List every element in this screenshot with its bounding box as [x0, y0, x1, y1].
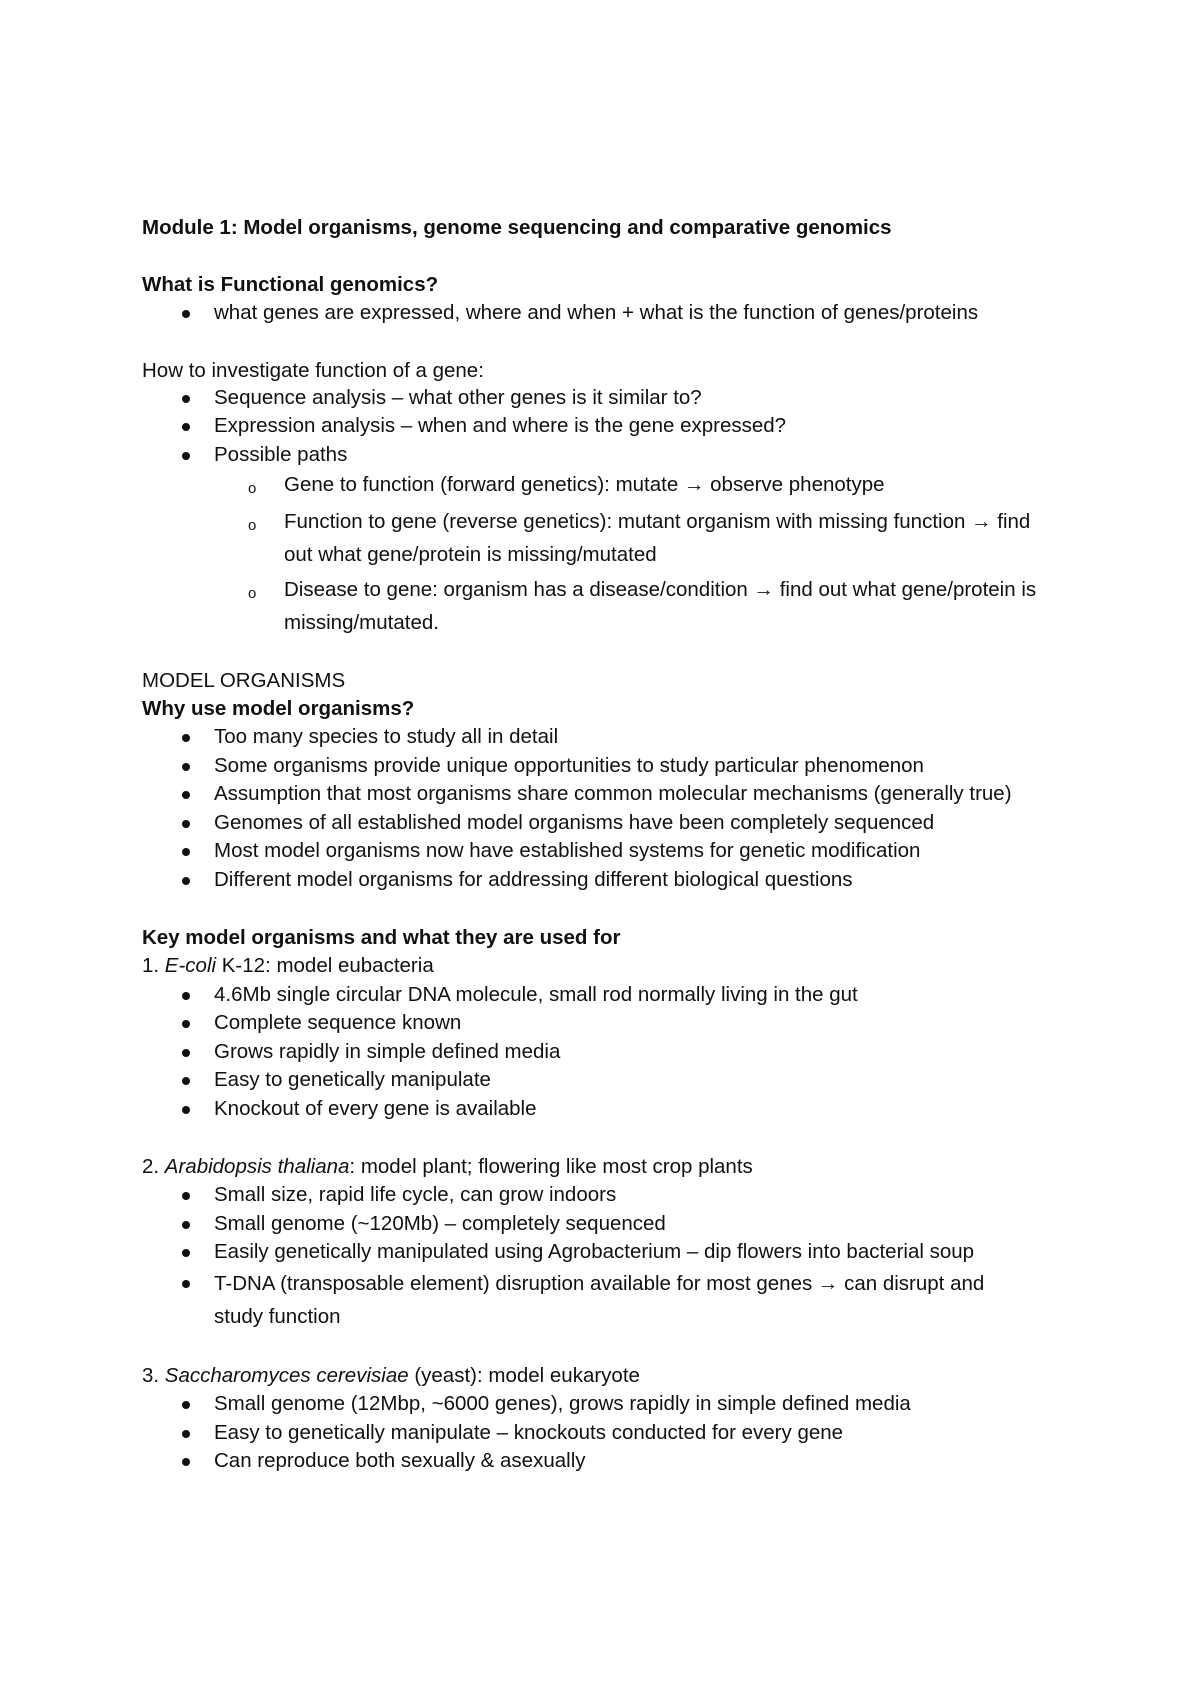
- organism-heading: 2. Arabidopsis thaliana: model plant; flowering like most crop plants: [142, 1155, 753, 1178]
- bullet-icon: [182, 1430, 190, 1438]
- bullet-icon: [182, 1192, 190, 1200]
- bullet-icon: [182, 1458, 190, 1466]
- bullet-icon: [182, 1049, 190, 1057]
- key-heading: Key model organisms and what they are used for: [142, 926, 621, 949]
- bullet-icon: [182, 1106, 190, 1114]
- why-heading: Why use model organisms?: [142, 697, 415, 720]
- bullet-icon: [182, 820, 190, 828]
- model-heading: MODEL ORGANISMS: [142, 669, 346, 692]
- bullet-icon: [182, 1077, 190, 1085]
- circle-bullet-icon: o: [248, 480, 257, 497]
- bullet-icon: [182, 423, 190, 431]
- bullet-icon: [182, 763, 190, 771]
- bullet-icon: [182, 452, 190, 460]
- bullet-icon: [182, 1280, 190, 1288]
- bullet-icon: [182, 1249, 190, 1257]
- circle-bullet-icon: o: [248, 585, 257, 602]
- bullet-icon: [182, 1401, 190, 1409]
- document-page: Module 1: Model organisms, genome sequencing and comparative genomics What is Functional genomics? what genes are expressed, where and when + what is the function of genes/proteins How to investigate function of a gene: Sequence analysis – what other genes is it similar to? Expression analysis – when and where is the gene expressed? Possible paths o Gene to function (forward genetics): mutate → observe phenotype o Function to gene (reverse genetics): mutant organism with missing function → find out what gene/protein is missing/mutated o Disease to gene: organism has a disease/condition → find out what gene/protein is missing/mutated. MODEL ORGANISMS Why use model organisms? Too many species to study all in detail Some organisms provide unique opportunities to study particular phenomenon Assumption that most organisms share common molecular mechanisms (generally true) Genomes of all established model organisms have been completely sequenced Most model organisms now have established systems for genetic modification Different model organisms for addressing different biological questions Key model organisms and what they are used for 1. E-coli K-12: model eubacteria 4.6Mb single circular DNA molecule, small rod normally living in the gut Complete sequence known Grows rapidly in simple defined media Easy to genetically manipulate Knockout of every gene is available 2. Arabidopsis thaliana: model plant; flowering like most crop plants Small size, rapid life cycle, can grow indoors Small genome (~120Mb) – completely sequenced Easily genetically manipulated using Agrobacterium – dip flowers into bacterial soup T-DNA (transposable element) disruption available for most genes → can disrupt and study function 3. Saccharomyces cerevisiae (yeast): model eukaryote Small genome (12Mbp, ~6000 genes), grows rapidly in simple defined media Easy to genetically manipulate – knockouts conducted for every gene Can reproduce both sexually & asexually: [142, 216, 1037, 1472]
- bullet-icon: [182, 1020, 190, 1028]
- organism-heading: 1. E-coli K-12: model eubacteria: [142, 954, 434, 977]
- bullet-icon: [182, 734, 190, 742]
- bullet-icon: [182, 310, 190, 318]
- bullet-icon: [182, 395, 190, 403]
- circle-bullet-icon: o: [248, 517, 257, 534]
- functional-heading: What is Functional genomics?: [142, 273, 439, 296]
- bullet-icon: [182, 877, 190, 885]
- organism-heading: 3. Saccharomyces cerevisiae (yeast): model eukaryote: [142, 1364, 640, 1387]
- bullet-icon: [182, 1221, 190, 1229]
- investigate-intro: How to investigate function of a gene:: [142, 359, 484, 382]
- module-title: Module 1: Model organisms, genome sequencing and comparative genomics: [142, 216, 892, 239]
- bullet-icon: [182, 791, 190, 799]
- bullet-icon: [182, 848, 190, 856]
- bullet-icon: [182, 992, 190, 1000]
